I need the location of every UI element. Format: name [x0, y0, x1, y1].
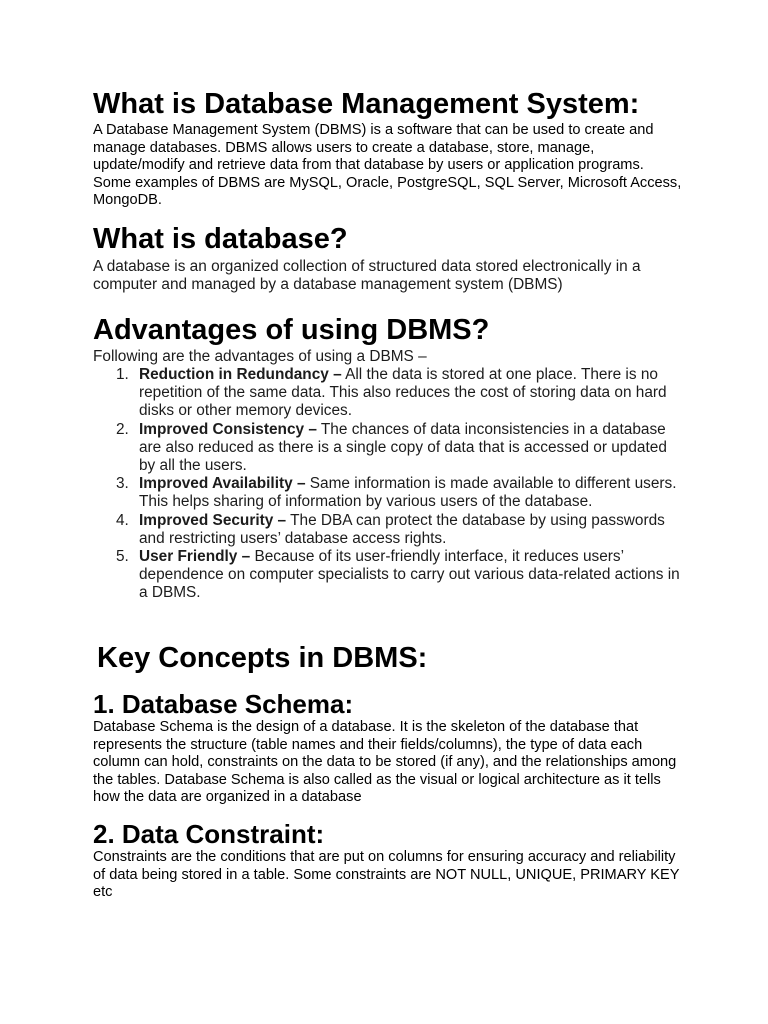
heading-what-is-database: What is database?	[93, 223, 348, 255]
list-item-number: 1.	[116, 366, 129, 383]
list-item-term: Improved Consistency –	[139, 420, 317, 438]
paragraph-database-schema: Database Schema is the design of a database. It is the skeleton of the database that represents the structure (table names and their fields/columns), the type of data each column can hold, constraints on the data to be stored (if any), and the relationships among the tables. Database Schema is also called as the visual or logical architecture as it tells how the data are organized in a database	[93, 719, 677, 806]
list-item-number: 2.	[116, 420, 129, 438]
list-item-term: Improved Availability –	[139, 475, 306, 493]
list-item	[93, 475, 683, 511]
list-item-number: 5.	[116, 548, 129, 566]
list-item-term: Improved Security –	[139, 511, 287, 529]
list-item-text: The DBA can protect the database by using passwords and restricting users’ database access rights.	[139, 511, 665, 547]
paragraph-data-constraint: Constraints are the conditions that are put on columns for ensuring accuracy and reliability of data being stored in a table. Some constraints are NOT NULL, UNIQUE, PRIMARY KEY etc	[93, 849, 680, 901]
heading-database-schema: 1. Database Schema:	[93, 689, 354, 719]
heading-data-constraint: 2. Data Constraint:	[93, 819, 325, 849]
list-item-term: User Friendly –	[139, 548, 251, 566]
list-item	[93, 548, 683, 603]
heading-key-concepts: Key Concepts in DBMS:	[97, 642, 428, 674]
list-item	[93, 366, 683, 421]
list-item	[93, 421, 683, 476]
list-item-term: Reduction in Redundancy –	[139, 366, 342, 383]
paragraph-dbms-definition: A Database Management System (DBMS) is a software that can be used to create and manage databases. DBMS allows users to create a database, store, manage, update/modify and retrieve data from that database by users or application programs. Some examples of DBMS are MySQL, Oracle, PostgreSQL, SQL Server, Microsoft Access, MongoDB.	[93, 122, 682, 209]
paragraph-database-definition: A database is an organized collection of structured data stored electronically in a computer and managed by a database management system (DBMS)	[93, 258, 641, 294]
advantages-list	[93, 366, 683, 603]
list-item-text: All the data is stored at one place. There is no repetition of the same data. This also reduces the cost of storing data on hard disks or other memory devices.	[139, 366, 667, 420]
heading-advantages-of-dbms: Advantages of using DBMS?	[93, 314, 490, 346]
list-item-number: 4.	[116, 511, 129, 529]
list-item-number: 3.	[116, 475, 129, 493]
list-item-text: Same information is made available to different users. This helps sharing of information by various users of the database.	[139, 475, 677, 511]
heading-what-is-dbms: What is Database Management System:	[93, 88, 640, 120]
list-item-text: The chances of data inconsistencies in a database are also reduced as there is a single copy of data that is accessed or updated by all the users.	[139, 420, 667, 475]
list-item	[93, 512, 683, 548]
paragraph-advantages-intro: Following are the advantages of using a DBMS –	[93, 348, 427, 365]
list-item-text: Because of its user-friendly interface, it reduces users’ dependence on computer specialists to carry out various data-related actions in a DBMS.	[139, 548, 680, 602]
